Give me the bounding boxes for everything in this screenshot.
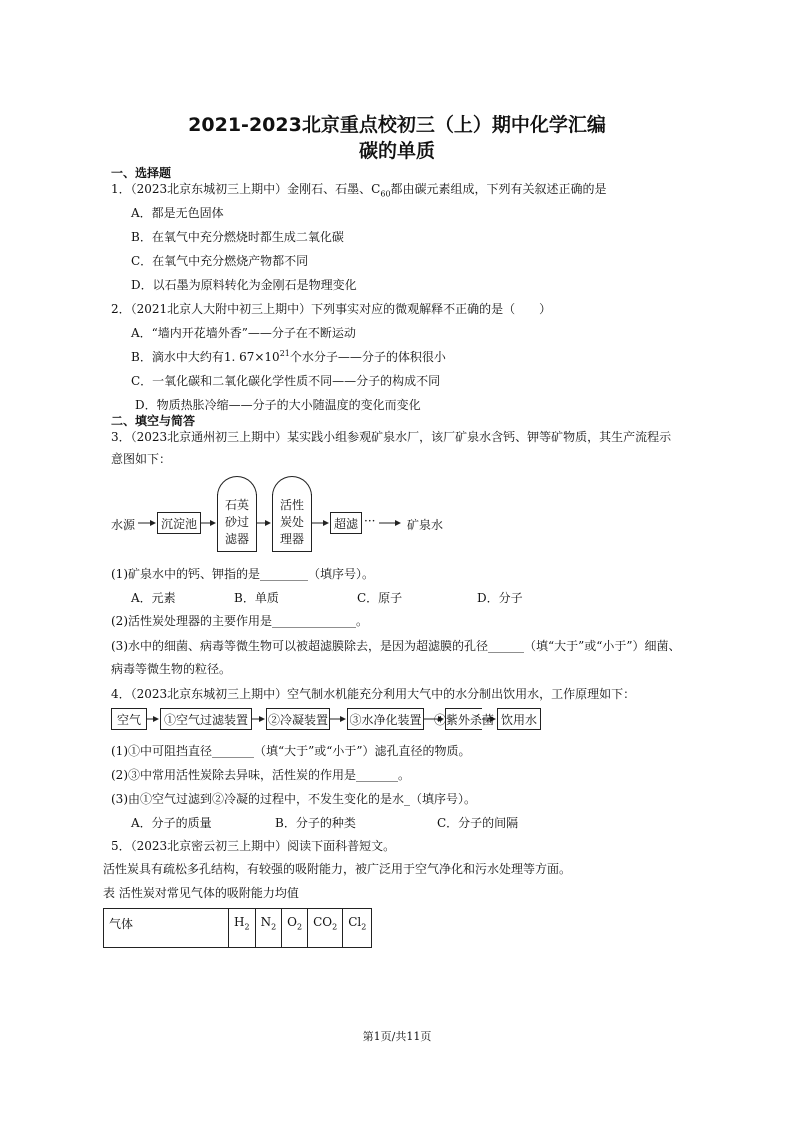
q5-paragraph: 活性炭具有疏松多孔结构，有较强的吸附能力，被广泛用于空气净化和污水处理等方面。 xyxy=(103,862,572,876)
flow-sedimentation-tank: 沉淀池 xyxy=(157,512,201,534)
flow-mineral-water: 矿泉水 xyxy=(407,518,444,532)
table-header-gas: 气体 xyxy=(104,909,229,948)
q4-flow-uv: ④紫外杀菌 xyxy=(445,708,482,730)
q3-sub2: (2)活性炭处理器的主要作用是______________。 xyxy=(111,614,368,628)
page-subtitle: 碳的单质 xyxy=(358,140,435,162)
q4-sub3-option-a: A．分子的质量 xyxy=(131,816,212,830)
flow-dots: ··· xyxy=(364,514,376,528)
table-cell-co2: $CO_2$ xyxy=(308,909,343,948)
table-cell-n2: $N_2$ xyxy=(255,909,282,948)
q1-option-a: A．都是无色固体 xyxy=(131,206,224,220)
q2-option-b: B．滴水中大约有1. $67\times 10^{21}$个水分子——分子的体积很小 xyxy=(131,349,446,364)
section-heading-fill: 二、填空与简答 xyxy=(111,414,196,428)
q2-option-d: D．物质热胀冷缩——分子的大小随温度的变化而变化 xyxy=(135,398,421,412)
page-footer: 第1页/共11页 xyxy=(362,1030,432,1043)
q1-option-d: D．以石墨为原料转化为金刚石是物理变化 xyxy=(131,278,357,292)
q3-sub1-option-c: C．原子 xyxy=(357,591,403,605)
flow-quartz-filter: 石英 砂过 滤器 xyxy=(217,494,257,552)
table-cell-cl2: $Cl_2$ xyxy=(343,909,372,948)
q3-sub1-option-a: A．元素 xyxy=(131,591,176,605)
page-title: 2021-2023北京重点校初三（上）期中化学汇编 xyxy=(188,114,606,136)
q4-sub1: (1)①中可阻挡直径_______（填“大于”或“小于”）滤孔直径的物质。 xyxy=(111,744,471,758)
q3-sub1-option-b: B．单质 xyxy=(234,591,279,605)
q4-flow-air-filter: ①空气过滤装置 xyxy=(160,708,252,730)
question-3-stem-line2: 意图如下： xyxy=(111,452,172,466)
q4-sub3-option-b: B．分子的种类 xyxy=(275,816,356,830)
q4-sub2: (2)③中常用活性炭除去异味，活性炭的作用是_______。 xyxy=(111,768,410,782)
q3-sub3-line1: (3)水中的细菌、病毒等微生物可以被超滤膜除去，是因为超滤膜的孔径______（填“大于”或“小于”）细菌、 xyxy=(111,639,681,653)
q3-sub3-line2: 病毒等微生物的粒径。 xyxy=(111,662,232,676)
flow-ultrafiltration: 超滤 xyxy=(330,512,362,534)
question-5-stem: 5．（2023北京密云初三上期中）阅读下面科普短文。 xyxy=(111,839,396,853)
q5-table-caption: 表 活性炭对常见气体的吸附能力均值 xyxy=(103,886,299,900)
flow-water-source: 水源 xyxy=(111,518,136,532)
q4-sub3: (3)由①空气过滤到②冷凝的过程中，不发生变化的是水_（填序号）。 xyxy=(111,792,477,806)
question-4-stem: 4．（2023北京东城初三上期中）空气制水机能充分利用大气中的水分制出饮用水，工作原理如下： xyxy=(111,687,636,701)
q1-option-b: B．在氧气中充分燃烧时都生成二氧化碳 xyxy=(131,230,344,244)
q3-sub1-option-d: D．分子 xyxy=(477,591,523,605)
question-3-stem-line1: 3．（2023北京通州初三上期中）某实践小组参观矿泉水厂，该厂矿泉水含钙、钾等矿物质，其生产流程示 xyxy=(111,430,672,444)
table-row xyxy=(104,909,372,948)
adsorption-table xyxy=(103,908,372,948)
q1-option-c: C．在氧气中充分燃烧产物都不同 xyxy=(131,254,309,268)
q4-flow-air: 空气 xyxy=(111,708,147,730)
question-1-stem: 1．（2023北京东城初三上期中）金刚石、石墨、$C_{60}$都由碳元素组成，下列有关叙述正确的是 xyxy=(111,182,607,199)
table-cell-h2: $H_2$ xyxy=(229,909,256,948)
q3-sub1: (1)矿泉水中的钙、钾指的是________（填序号）。 xyxy=(111,567,374,581)
q2-option-a: A．“墙内开花墙外香”——分子在不断运动 xyxy=(131,326,356,340)
flow-carbon-processor: 活性 炭处 理器 xyxy=(272,494,312,552)
q2-option-c: C．一氧化碳和二氧化碳化学性质不同——分子的构成不同 xyxy=(131,374,441,388)
q4-flow-condenser: ②冷凝装置 xyxy=(266,708,330,730)
q4-flow-drinking-water: 饮用水 xyxy=(497,708,541,730)
q4-flow-purifier: ③水净化装置 xyxy=(347,708,424,730)
table-cell-o2: $O_2$ xyxy=(282,909,308,948)
q4-sub3-option-c: C．分子的间隔 xyxy=(437,816,519,830)
section-heading-choice: 一、选择题 xyxy=(111,166,172,180)
question-2-stem: 2．（2021北京人大附中初三上期中）下列事实对应的微观解释不正确的是（ ） xyxy=(111,302,552,316)
